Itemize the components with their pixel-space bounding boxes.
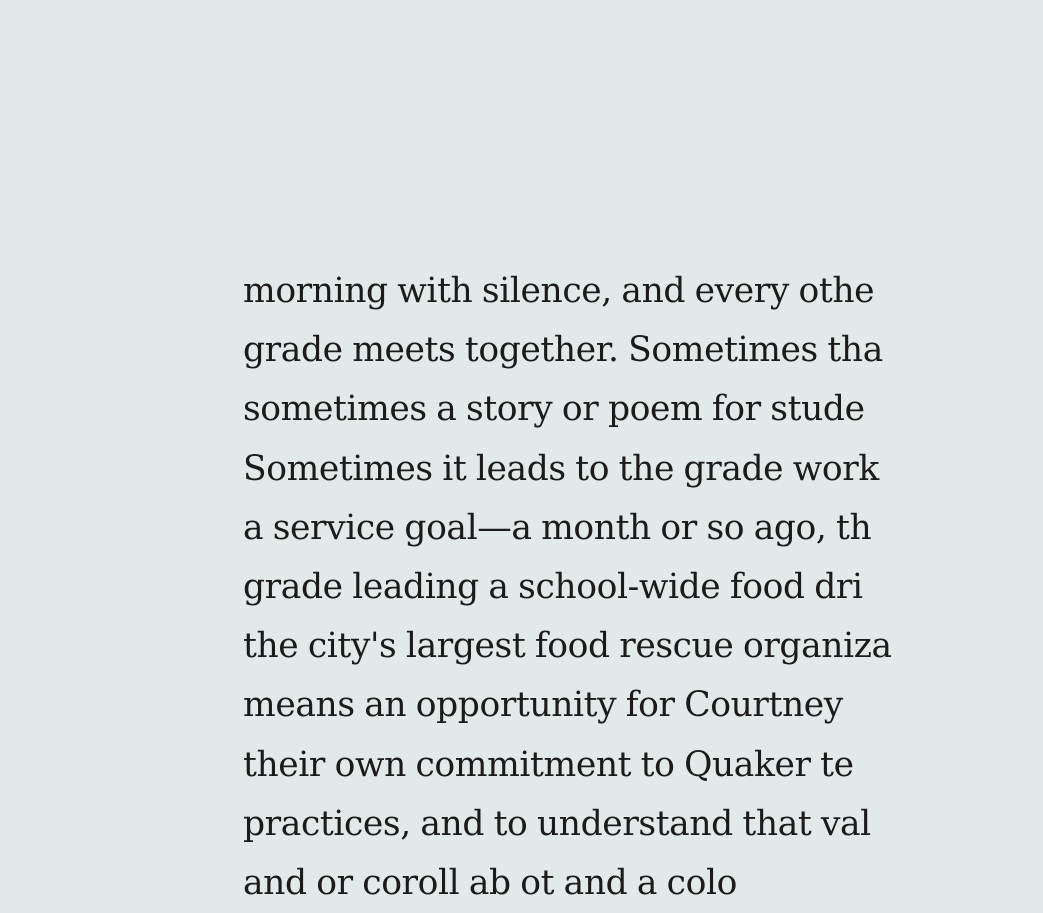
text-line: grade leading a school-wide food dri: [243, 566, 863, 607]
text-line: their own commitment to Quaker te: [243, 744, 854, 785]
text-line: Sometimes it leads to the grade work: [243, 448, 879, 489]
text-line: and or coroll ab ot and a colo: [243, 862, 737, 903]
text-line: morning with silence, and every othe: [243, 271, 875, 311]
text-line: grade meets together. Sometimes tha: [243, 330, 883, 371]
article-body: [243, 262, 1043, 913]
text-line: sometimes a story or poem for stude: [243, 389, 865, 430]
text-line: means an opportunity for Courtney: [243, 685, 843, 726]
text-line: practices, and to understand that val: [243, 803, 871, 844]
text-line: the city's largest food rescue organiza: [243, 626, 892, 667]
text-line: a service goal—a month or so ago, th: [243, 507, 872, 548]
